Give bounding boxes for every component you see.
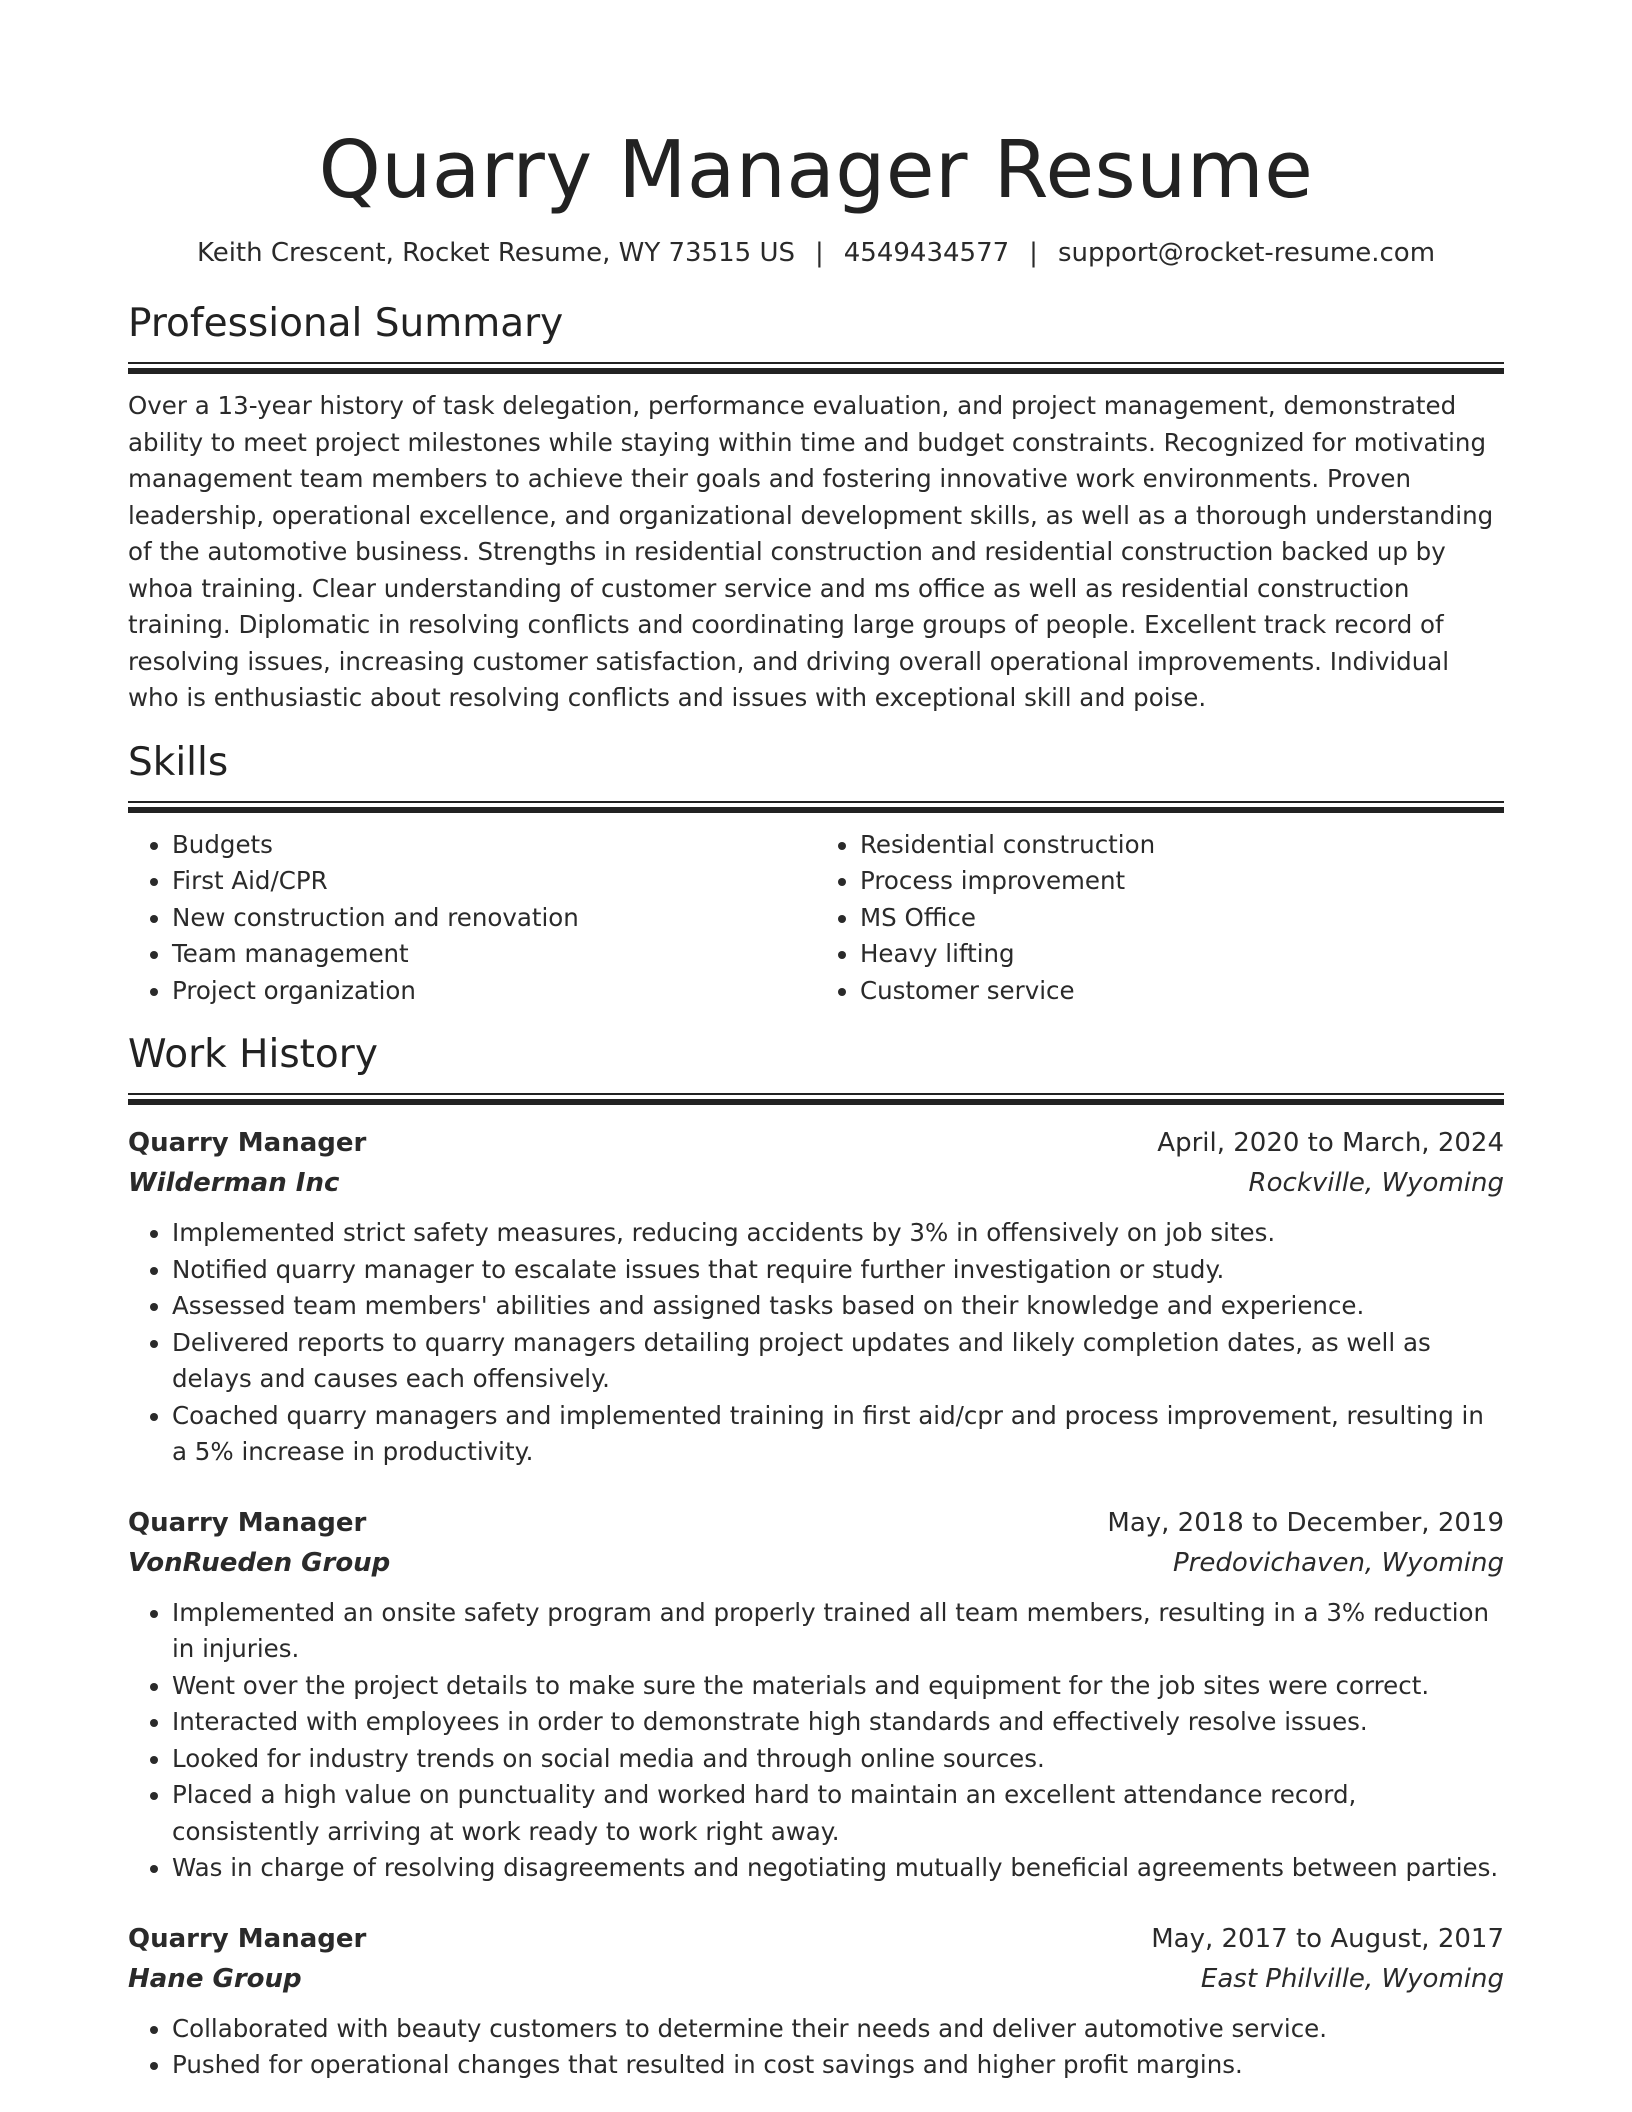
section-heading-summary: Professional Summary <box>128 301 564 346</box>
skills-list-right <box>816 827 1504 1010</box>
job-entry <box>128 1503 1504 1887</box>
job-bullet: • Coached quarry managers and implemented training in first aid/cpr and process improvement, resulting in a 5% increase in productivity. <box>172 1398 1504 1471</box>
skill-item: • New construction and renovation <box>172 900 816 937</box>
resume-title: Quarry Manager Resume <box>318 124 1314 216</box>
job-company: Wilderman Inc <box>128 1168 340 1198</box>
skill-item: • Project organization <box>172 973 816 1010</box>
job-bullet: • Collaborated with beauty customers to determine their needs and deliver automotive service. <box>172 2011 1504 2048</box>
job-bullet: • Assessed team members' abilities and assigned tasks based on their knowledge and experience. <box>172 1288 1504 1325</box>
job-entry <box>128 1919 1504 2084</box>
section-divider <box>128 1093 1504 1105</box>
skills-section <box>128 739 1504 1010</box>
job-location: Rockville, Wyoming <box>1248 1168 1504 1198</box>
skill-item: • Team management <box>172 936 816 973</box>
skill-item: • First Aid/CPR <box>172 863 816 900</box>
job-bullet: • Delivered reports to quarry managers detailing project updates and likely completion dates, as well as delays and causes each offensively. <box>172 1325 1504 1398</box>
job-bullet: • Placed a high value on punctuality and worked hard to maintain an excellent attendance record, consistently arriving at work ready to work right away. <box>172 1777 1504 1850</box>
job-header-row <box>128 1123 1504 1163</box>
job-bullet: • Implemented an onsite safety program and properly trained all team members, resulting in a 3% reduction in injuries. <box>172 1595 1504 1668</box>
job-header-row <box>128 1919 1504 1959</box>
job-company-row <box>128 1163 1504 1203</box>
summary-text: Over a 13-year history of task delegation, performance evaluation, and project management, demonstrated ability to meet project milestones while staying within time and budget constraints. Recognized for motivating management team members to achieve their goals and fostering innovative work environments. Proven leadership, operational excellence, and organizational development skills, as well as a thorough understanding of the automotive business. Strengths in residential construction and residential construction backed up by whoa training. Clear understanding of customer service and ms office as well as residential construction training. Diplomatic in resolving conflicts and coordinating large groups of people. Excellent track record of resolving issues, increasing customer satisfaction, and driving overall operational improvements. Individual who is enthusiastic about resolving conflicts and issues with exceptional skill and poise. <box>128 391 1494 712</box>
job-dates: April, 2020 to March, 2024 <box>1157 1128 1504 1158</box>
job-title: Quarry Manager <box>128 1507 367 1538</box>
job-bullet: • Was in charge of resolving disagreements and negotiating mutually beneficial agreements between parties. <box>172 1850 1504 1887</box>
section-divider <box>128 362 1504 374</box>
skill-item: • Customer service <box>860 973 1504 1010</box>
contact-separator: | <box>814 238 824 268</box>
job-bullets <box>128 1215 1504 1471</box>
job-bullet: • Notified quarry manager to escalate issues that require further investigation or study. <box>172 1252 1504 1289</box>
contact-phone: 4549434577 <box>843 238 1010 268</box>
contact-line <box>128 236 1504 270</box>
resume-page <box>128 0 1504 2084</box>
summary-section <box>128 300 1504 717</box>
job-dates: May, 2018 to December, 2019 <box>1107 1507 1504 1538</box>
job-location: Predovichaven, Wyoming <box>1172 1547 1504 1578</box>
job-bullet: • Interacted with employees in order to demonstrate high standards and effectively resolve issues. <box>172 1704 1504 1741</box>
skills-list-left <box>128 827 816 1010</box>
job-company-row <box>128 1543 1504 1583</box>
job-bullet: • Pushed for operational changes that resulted in cost savings and higher profit margins. <box>172 2047 1504 2084</box>
job-location: East Philville, Wyoming <box>1200 1963 1504 1994</box>
job-title: Quarry Manager <box>128 1923 367 1954</box>
skill-item: • Budgets <box>172 827 816 864</box>
contact-address: Keith Crescent, Rocket Resume, WY 73515 US <box>196 238 795 268</box>
section-heading-skills: Skills <box>128 739 229 785</box>
job-bullets <box>128 2011 1504 2084</box>
job-title: Quarry Manager <box>128 1128 367 1158</box>
section-divider <box>128 801 1504 813</box>
skills-columns <box>128 827 1504 1010</box>
job-bullets <box>128 1595 1504 1887</box>
job-bullet: • Looked for industry trends on social media and through online sources. <box>172 1741 1504 1778</box>
job-dates: May, 2017 to August, 2017 <box>1151 1923 1504 1954</box>
section-heading-work: Work History <box>128 1032 378 1077</box>
job-header-row <box>128 1503 1504 1543</box>
job-bullet: • Went over the project details to make sure the materials and equipment for the job sites were correct. <box>172 1668 1504 1705</box>
contact-separator: | <box>1029 238 1038 268</box>
skill-item: • MS Office <box>860 900 1504 937</box>
skill-item: • Heavy lifting <box>860 936 1504 973</box>
skill-item: • Residential construction <box>860 827 1504 864</box>
job-bullet: • Implemented strict safety measures, reducing accidents by 3% in offensively on job sites. <box>172 1215 1504 1252</box>
job-company-row <box>128 1959 1504 1999</box>
contact-email: support@rocket-resume.com <box>1057 238 1436 268</box>
skill-item: • Process improvement <box>860 863 1504 900</box>
job-entry <box>128 1123 1504 1471</box>
job-company: VonRueden Group <box>128 1547 391 1578</box>
job-company: Hane Group <box>128 1963 302 1994</box>
work-history-section <box>128 1031 1504 2084</box>
